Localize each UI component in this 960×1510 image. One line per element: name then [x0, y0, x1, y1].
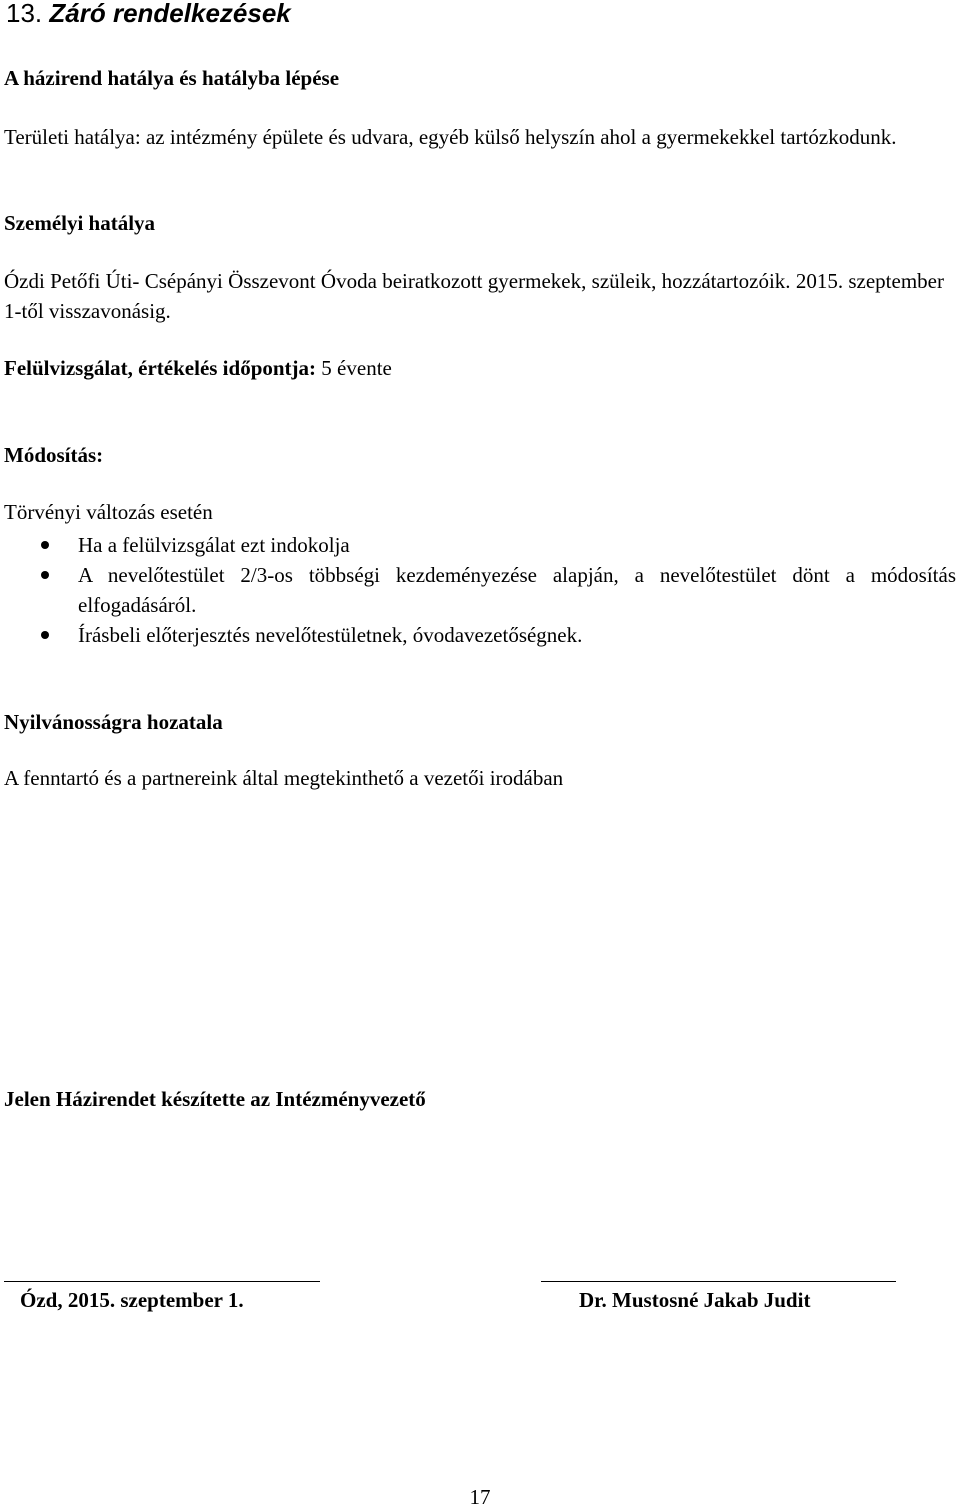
- list-item-text: Írásbeli előterjesztés nevelőtestületnek, óvodavezetőségnek.: [78, 623, 583, 647]
- review-label: Felülvizsgálat, értékelés időpontja:: [4, 356, 317, 380]
- publicity-text: A fenntartó és a partnereink által megtekinthető a vezetői irodában: [4, 766, 564, 790]
- section-title: [6, 0, 291, 29]
- list-item: [0, 530, 956, 560]
- modification-heading: Módosítás:: [4, 443, 104, 467]
- list-item-text: Ha a felülvizsgálat ezt indokolja: [78, 533, 350, 557]
- list-item: [0, 560, 956, 620]
- review-value: 5 évente: [321, 356, 392, 380]
- bullet-icon: [41, 571, 49, 579]
- personal-scope-heading: Személyi hatálya: [4, 211, 156, 235]
- publicity-heading: Nyilvánosságra hozatala: [4, 710, 223, 734]
- signature-place-date: Ózd, 2015. szeptember 1.: [20, 1288, 244, 1312]
- hatalya-heading: A házirend hatálya és hatályba lépése: [4, 66, 340, 90]
- signature-line-right: [541, 1281, 896, 1282]
- personal-scope-text: Ózdi Petőfi Úti- Csépányi Összevont Óvoda beiratkozott gyermekek, szüleik, hozzátartozóik. 2015. szeptember 1-től visszavonásig.: [4, 269, 944, 323]
- bullet-icon: [41, 541, 49, 549]
- list-item: [0, 620, 956, 650]
- list-item-text: A nevelőtestület 2/3-os többségi kezdeményezése alapján, a nevelőtestület dönt a módosítás elfogadásáról.: [78, 563, 956, 617]
- section-title-text: Záró rendelkezések: [49, 0, 291, 28]
- review-line: [4, 356, 392, 381]
- modification-list: [0, 530, 956, 650]
- page-number: 17: [469, 1485, 491, 1509]
- modification-intro: Törvényi változás esetén: [4, 500, 213, 524]
- signature-line-left: [4, 1281, 320, 1282]
- section-number: 13.: [6, 0, 43, 28]
- territorial-scope-text: Területi hatálya: az intézmény épülete és udvara, egyéb külső helyszín ahol a gyermekekkel tartózkodunk.: [4, 125, 897, 149]
- bullet-icon: [41, 631, 49, 639]
- signature-name: Dr. Mustosné Jakab Judit: [579, 1288, 811, 1312]
- prepared-by: Jelen Házirendet készítette az Intézményvezető: [4, 1087, 426, 1111]
